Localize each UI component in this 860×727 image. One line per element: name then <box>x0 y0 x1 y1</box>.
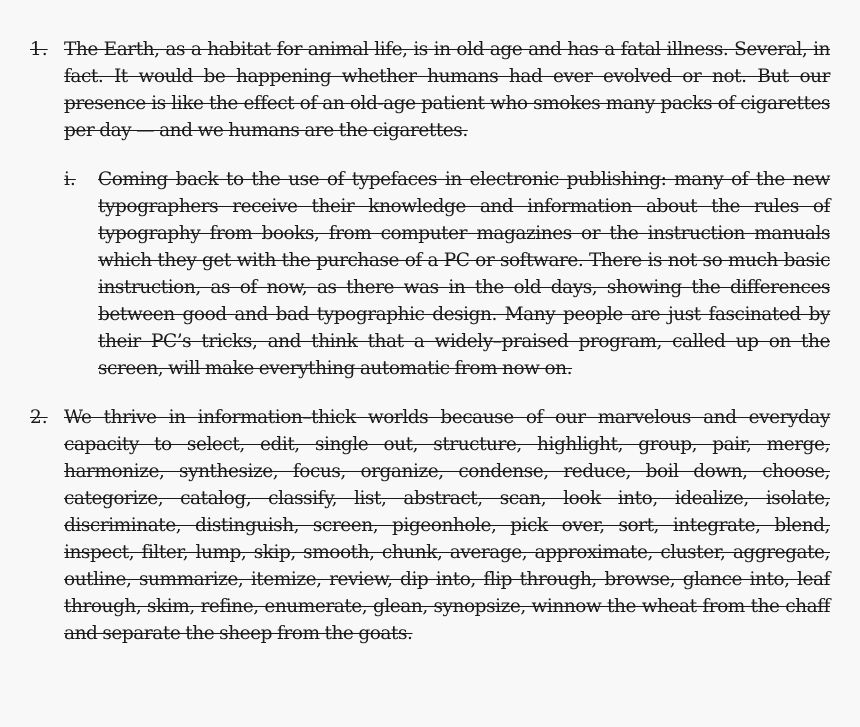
list-item-2 <box>30 404 830 647</box>
paragraph-text: The Earth, as a habitat for animal life, is in old age and has a fatal illness. Several, in fact. It would be happening whether humans had ever evolved or not. But our presence is like the effect of an old-age patient who smokes many packs of cigarettes per day — and we humans are the cigarettes. <box>64 39 830 141</box>
document-page <box>30 36 830 647</box>
list-subitem-i <box>64 166 830 382</box>
list-item-1 <box>30 36 830 382</box>
list-marker: 1. <box>30 39 48 60</box>
paragraph-text: We thrive in information–thick worlds because of our marvelous and everyday capacity to select, edit, single out, structure, highlight, group, pair, merge, harmonize, synthesize, focus, organize, condense, reduce, boil down, choose, categorize, catalog, classify, list, abstract, scan, look into, idealize, isolate, discriminate, distinguish, screen, pigeonhole, pick over, sort, integrate, blend, inspect, filter, lump, skip, smooth, chunk, average, approximate, cluster, aggregate, outline, summarize, itemize, review, dip into, flip through, browse, glance into, leaf through, skim, refine, enumerate, glean, synopsize, winnow the wheat from the chaff and separate the sheep from the goats. <box>64 407 830 644</box>
subparagraph-text: Coming back to the use of typefaces in electronic publishing: many of the new typographers receive their knowledge and information about the rules of typography from books, from computer magazines or the instruction manuals which they get with the purchase of a PC or software. There is not so much basic instruction, as of now, as there was in the old days, showing the differences between good and bad typographic design. Many people are just fascinated by their PC’s tricks, and think that a widely–praised program, called up on the screen, will make everything automatic from now on. <box>98 169 830 379</box>
sublist-marker: i. <box>64 169 76 190</box>
list-marker: 2. <box>30 407 48 428</box>
